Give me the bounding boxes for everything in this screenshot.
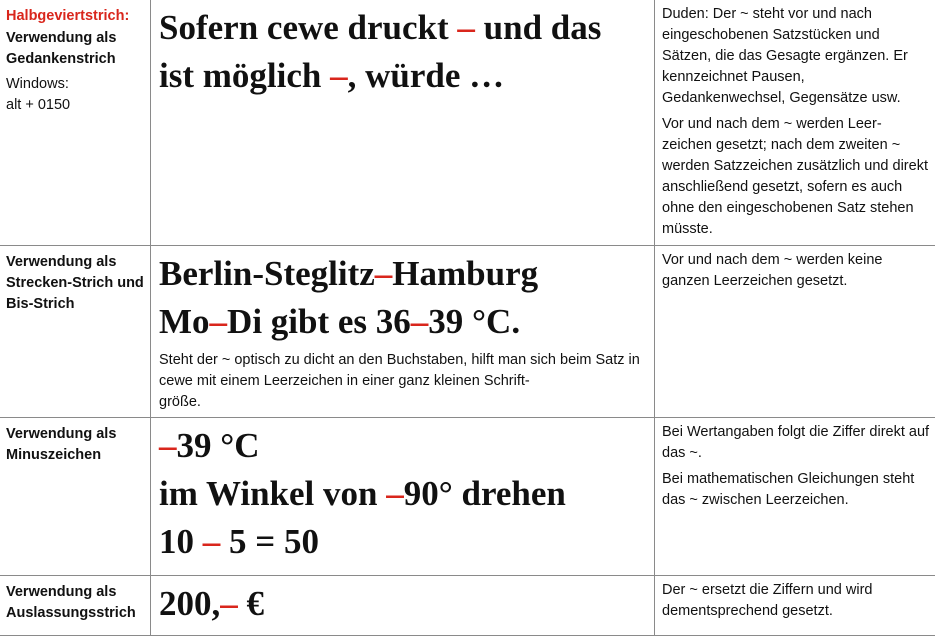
example-cell — [151, 576, 655, 636]
label-cell — [0, 246, 151, 418]
example-line — [159, 250, 650, 298]
example-line — [159, 4, 650, 52]
usage-label: Verwendung als Auslassungsstrich — [6, 582, 146, 624]
example-segment: ist möglich — [159, 56, 330, 95]
en-dash-highlight: – — [411, 302, 429, 341]
description-cell — [655, 418, 935, 576]
table-row-strecken-strich — [0, 246, 935, 418]
example-text — [159, 4, 650, 100]
label-cell — [0, 576, 151, 636]
description-cell — [655, 0, 935, 246]
example-segment: 10 — [159, 522, 203, 561]
en-dash-highlight: – — [220, 584, 238, 623]
example-segment: Sofern cewe druckt — [159, 8, 457, 47]
example-segment: Di gibt es 36 — [227, 302, 411, 341]
description-text: Bei Wertangaben folgt die Ziffer direkt auf das ~. — [662, 422, 931, 464]
example-segment: und das — [475, 8, 601, 47]
keyboard-shortcut: Windows: alt + 0150 — [6, 74, 146, 116]
table-row-auslassungsstrich — [0, 576, 935, 636]
description-text: Vor und nach dem ~ werden keine ganzen Leerzeichen gesetzt. — [662, 250, 931, 292]
example-line — [159, 470, 650, 518]
example-line — [159, 518, 650, 566]
example-segment: Hamburg — [392, 254, 538, 293]
description-text: Vor und nach dem ~ werden Leer- zeichen gesetzt; nach dem zweiten ~ werden Satzzeichen zusätzlich und direkt anschließend gesetzt, sofern es auch ohne den eingeschobenen Satz stehen müsste. — [662, 114, 931, 240]
example-note: Steht der ~ optisch zu dicht an den Buchstaben, hilft man sich beim Satz in cewe mit einem Leerzeichen in einer ganz kleinen Schrift- größe. — [159, 350, 650, 413]
example-segment: im Winkel von — [159, 474, 386, 513]
usage-label: Verwendung als Strecken-Strich und Bis-Strich — [6, 252, 146, 315]
description-cell — [655, 246, 935, 418]
example-segment: Berlin-Steglitz — [159, 254, 375, 293]
description-cell — [655, 576, 935, 636]
description-text: Duden: Der ~ steht vor und nach eingeschobenen Satzstücken und Sätzen, die das Gesagte ergänzen. Er kennzeichnet Pausen, Gedankenwechsel, Gegensätze usw. — [662, 4, 931, 109]
section-heading: Halbgeviertstrich: — [6, 6, 146, 26]
en-dash-highlight: – — [330, 56, 348, 95]
description-text: Bei mathematischen Gleichungen steht das ~ zwischen Leerzeichen. — [662, 469, 931, 511]
example-text — [159, 422, 650, 566]
en-dash-highlight: – — [210, 302, 228, 341]
usage-label: Verwendung als Gedankenstrich — [6, 28, 146, 70]
example-segment: 200, — [159, 584, 220, 623]
usage-label: Verwendung als Minuszeichen — [6, 424, 146, 466]
description-text: Der ~ ersetzt die Ziffern und wird dementsprechend gesetzt. — [662, 580, 931, 622]
example-segment: 90° drehen — [404, 474, 566, 513]
table-row-gedankenstrich — [0, 0, 935, 246]
label-cell — [0, 0, 151, 246]
example-segment: , würde … — [348, 56, 505, 95]
example-line — [159, 52, 650, 100]
example-cell — [151, 0, 655, 246]
example-segment: Mo — [159, 302, 210, 341]
en-dash-highlight: – — [159, 426, 177, 465]
example-line — [159, 422, 650, 470]
example-segment: 39 °C — [177, 426, 260, 465]
en-dash-highlight: – — [457, 8, 475, 47]
label-cell — [0, 418, 151, 576]
en-dash-highlight: – — [203, 522, 221, 561]
example-cell — [151, 246, 655, 418]
en-dash-highlight: – — [386, 474, 404, 513]
example-cell — [151, 418, 655, 576]
table-row-minuszeichen — [0, 418, 935, 576]
example-segment: € — [238, 584, 264, 623]
en-dash-highlight: – — [375, 254, 393, 293]
example-text — [159, 580, 650, 628]
example-segment: 5 = 50 — [220, 522, 319, 561]
example-line — [159, 298, 650, 346]
example-text — [159, 250, 650, 346]
example-segment: 39 °C. — [428, 302, 520, 341]
example-line — [159, 580, 650, 628]
